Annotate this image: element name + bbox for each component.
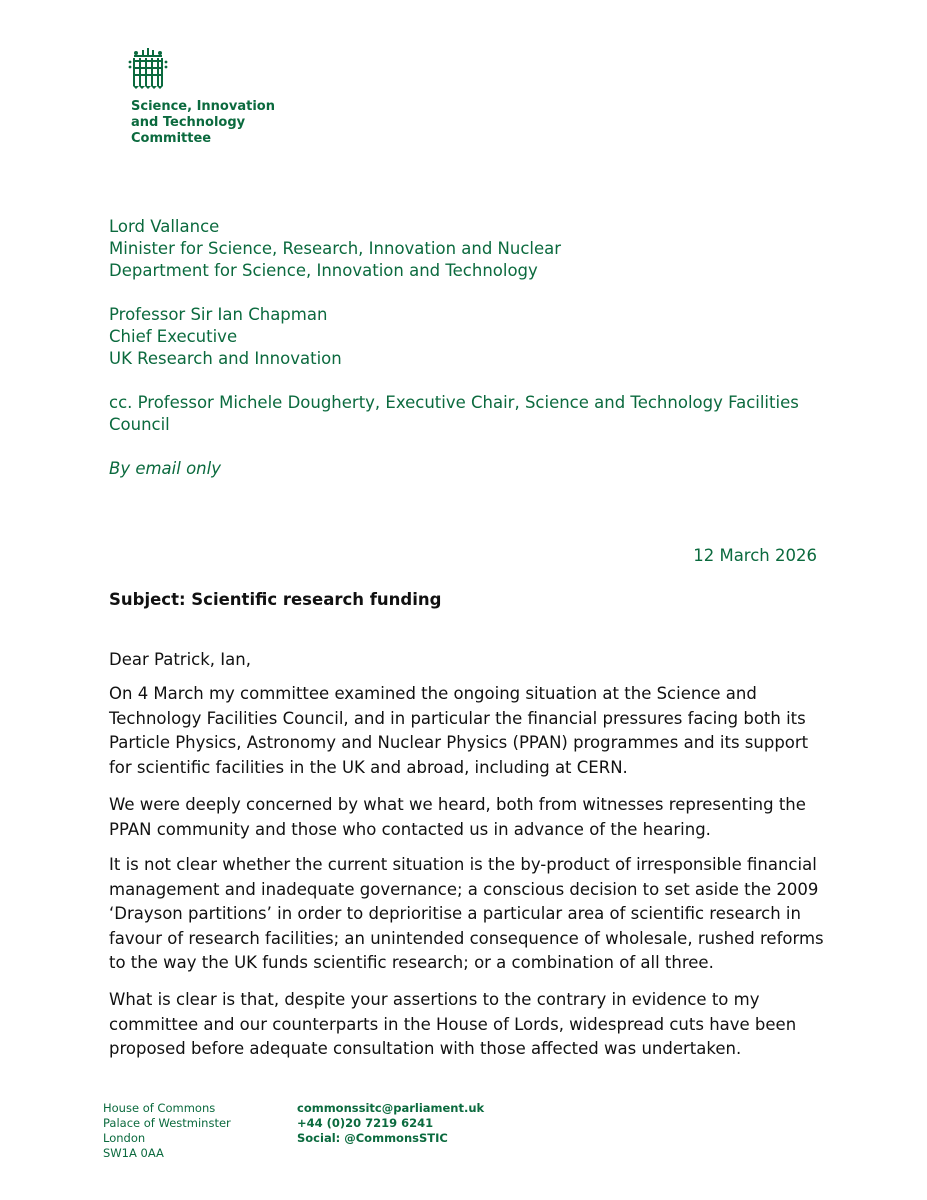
letter-subject: Subject: Scientific research funding [109,590,442,609]
delivery-note: By email only [109,459,221,478]
footer-address-line: Palace of Westminster [103,1116,231,1130]
paragraph-2 [109,793,829,842]
paragraph-text: It is not clear whether the current situation is the by-product of irresponsible financial management and inadequate governance; a conscious decision to set aside the 2009 ‘Drayson partitions’ in order to deprioritise a particular area of scientific research in favour of research facilities; an unintended consequence of wholesale, rushed reforms to the way the UK funds scientific research; or a combination of all three. [109,855,824,972]
paragraph-text: What is clear is that, despite your assertions to the contrary in evidence to my committee and our counterparts in the House of Lords, widespread cuts have been proposed before adequate consultation with those affected was undertaken. [109,990,797,1058]
paragraph-text: On 4 March my committee examined the ongoing situation at the Science and Technology Facilities Council, and in particular the financial pressures facing both its Particle Physics, Astronomy and Nuclear Physics (PPAN) programmes and its support for scientific facilities in the UK and abroad, including at CERN. [109,684,809,777]
recipient-line: Professor Sir Ian Chapman [109,305,328,324]
footer-address-line: House of Commons [103,1101,216,1115]
footer-address [103,1101,231,1161]
cc-block [109,392,799,436]
committee-name [131,99,275,147]
paragraph-3 [109,853,829,976]
committee-name-line: and Technology [131,115,246,130]
recipient-line: Minister for Science, Research, Innovation and Nuclear [109,239,562,258]
cc-line: Council [109,415,170,434]
recipient-line: Department for Science, Innovation and Technology [109,261,538,280]
recipient-line: UK Research and Innovation [109,349,342,368]
committee-name-line: Science, Innovation [131,99,275,114]
paragraph-1 [109,682,829,780]
recipient-block-chapman [109,304,342,370]
letter-date: 12 March 2026 [693,546,817,565]
cc-line: cc. Professor Michele Dougherty, Executive Chair, Science and Technology Facilities [109,393,799,412]
salutation: Dear Patrick, Ian, [109,650,251,669]
portcullis-icon [128,48,168,90]
recipient-line: Lord Vallance [109,217,220,236]
committee-name-line: Committee [131,131,212,146]
footer-address-line: SW1A 0AA [103,1146,164,1160]
footer-phone: +44 (0)20 7219 6241 [297,1116,434,1130]
footer-email[interactable]: commonssitc@parliament.uk [297,1101,485,1115]
footer-social: Social: @CommonsSTIC [297,1131,448,1145]
recipient-block-vallance [109,216,561,282]
paragraph-4 [109,988,829,1062]
recipient-line: Chief Executive [109,327,238,346]
footer-address-line: London [103,1131,146,1145]
paragraph-text: We were deeply concerned by what we heard, both from witnesses representing the PPAN community and those who contacted us in advance of the hearing. [109,795,806,839]
footer-contact [297,1101,484,1146]
